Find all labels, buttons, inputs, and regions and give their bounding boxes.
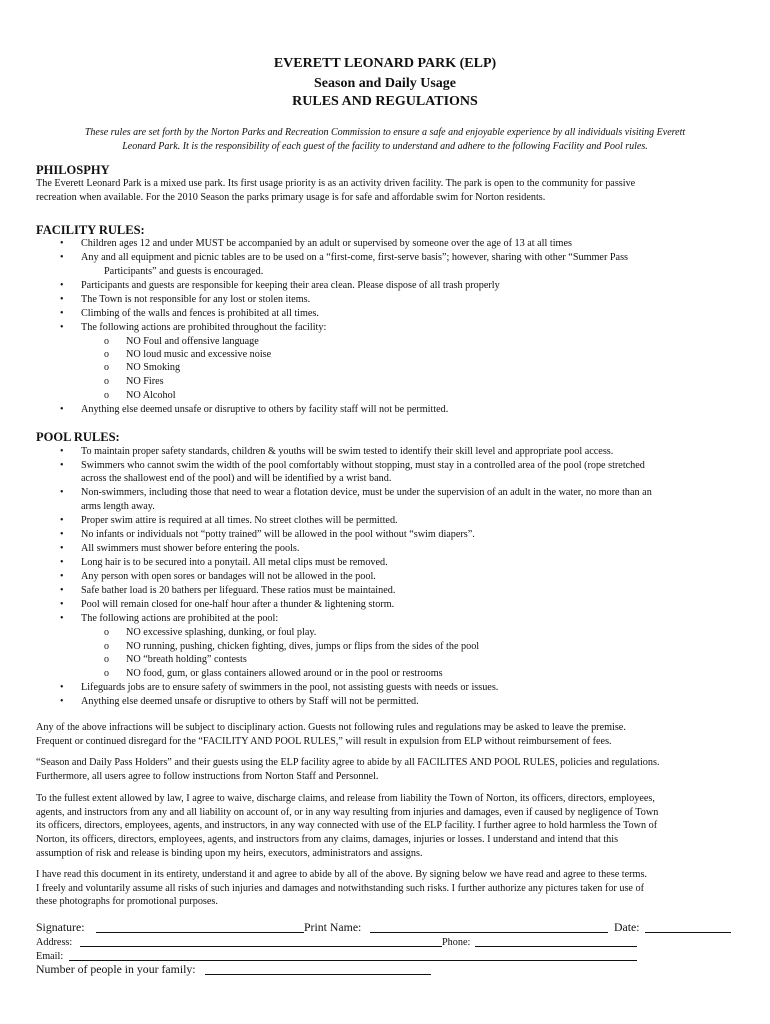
email-field[interactable] (69, 960, 637, 961)
agreement-line-1: I have read this document in its entirety, understand it and agree to abide by all of the above. By signing below we have read and agree to these terms. (36, 869, 647, 880)
bullet-marker: • (60, 280, 64, 291)
infractions-line-2: Frequent or continued disregard for the “FACILITY AND POOL RULES,” will result in expulsion from ELP without reimbursement of fees. (36, 736, 612, 747)
facility-rule-7: Anything else deemed unsafe or disruptive to others by facility staff will not be permitted. (81, 404, 449, 415)
title-rules: RULES AND REGULATIONS (292, 94, 478, 109)
print-name-label: Print Name: (304, 920, 362, 934)
pool-prohibited-1: NO excessive splashing, dunking, or foul play. (126, 627, 317, 638)
bullet-marker: • (60, 543, 64, 554)
address-field[interactable] (80, 946, 442, 947)
facility-prohibited-2: NO loud music and excessive noise (126, 349, 272, 360)
pool-rule-11: The following actions are prohibited at the pool: (81, 613, 279, 624)
signature-field[interactable] (96, 932, 304, 933)
facility-rule-3: Participants and guests are responsible for keeping their area clean. Please dispose of all trash properly (81, 280, 500, 291)
philosophy-line-2: recreation when available. For the 2010 Season the parks primary usage is for safe and affordable swim for Norton residents. (36, 192, 546, 203)
bullet-marker: • (60, 308, 64, 319)
facility-rule-5: Climbing of the walls and fences is prohibited at all times. (81, 308, 319, 319)
bullet-marker: • (60, 252, 64, 263)
waiver-line-3: its officers, directors, employees, agents, and instructors, in any way connected with use of the ELP facility. I further agree to hold harmless the Town of (36, 820, 658, 831)
facility-prohibited-3: NO Smoking (126, 362, 181, 373)
intro-line-1: These rules are set forth by the Norton Parks and Recreation Commission to ensure a safe and enjoyable experience by all individuals visiting Everett (84, 127, 686, 138)
sub-marker: o (104, 654, 109, 665)
pool-rule-1: To maintain proper safety standards, children & youths will be swim tested to identify their skill level and appropriate pool access. (81, 446, 614, 457)
waiver-line-1: To the fullest extent allowed by law, I agree to waive, discharge claims, and release from liability the Town of Norton, its officers, directors, employees, (36, 793, 655, 804)
bullet-marker: • (60, 460, 64, 471)
pool-rule-2-line-2: across the shallowest end of the pool) and will be identified by a wrist band. (81, 473, 392, 484)
bullet-marker: • (60, 557, 64, 568)
sub-marker: o (104, 627, 109, 638)
pool-rules-heading: POOL RULES: (36, 430, 120, 444)
bullet-marker: • (60, 322, 64, 333)
pool-rule-9: Safe bather load is 20 bathers per lifeguard. These ratios must be maintained. (81, 585, 396, 596)
title-park-name: EVERETT LEONARD PARK (ELP) (273, 56, 497, 71)
facility-prohibited-5: NO Alcohol (126, 390, 176, 401)
sub-marker: o (104, 390, 109, 401)
pass-holders-line-1: “Season and Daily Pass Holders” and their guests using the ELP facility agree to abide by all FACILITES AND POOL RULES, policies and regulations. (36, 757, 660, 768)
bullet-marker: • (60, 696, 64, 707)
pool-rule-12: Lifeguards jobs are to ensure safety of swimmers in the pool, not assisting guests with needs or issues. (81, 682, 499, 693)
agreement-line-3: these photographs for promotional purposes. (36, 896, 218, 907)
sub-marker: o (104, 668, 109, 679)
agreement-line-2: I freely and voluntarily assume all risks of such injuries and damages and notwithstanding such risks. I further authorize any pictures taken for use of (36, 883, 644, 894)
facility-rule-2-line-2: Participants” and guests is encouraged. (104, 266, 264, 277)
bullet-marker: • (60, 446, 64, 457)
title-usage: Season and Daily Usage (314, 76, 456, 91)
facility-rule-6: The following actions are prohibited throughout the facility: (81, 322, 327, 333)
facility-prohibited-1: NO Foul and offensive language (126, 336, 259, 347)
bullet-marker: • (60, 404, 64, 415)
pool-rule-13: Anything else deemed unsafe or disruptive to others by Staff will not be permitted. (81, 696, 419, 707)
pool-rule-3-line-2: arms length away. (81, 501, 155, 512)
pool-rule-8: Any person with open sores or bandages will not be allowed in the pool. (81, 571, 376, 582)
pool-rule-3-line-1: Non-swimmers, including those that need to wear a flotation device, must be under the supervision of an adult in the water, no more than an (81, 487, 652, 498)
family-count-label: Number of people in your family: (36, 962, 196, 976)
philosophy-line-1: The Everett Leonard Park is a mixed use park. Its first usage priority is as an activity driven facility. The park is open to the community for passive (36, 178, 636, 189)
waiver-line-4: Norton, its officers, directors, employees, agents, and instructors from any claims, damages, injuries or losses. I understand and intend that this (36, 834, 619, 845)
pool-rule-6: All swimmers must shower before entering the pools. (81, 543, 300, 554)
pool-rule-10: Pool will remain closed for one-half hour after a thunder & lightening storm. (81, 599, 395, 610)
pool-rule-2-line-1: Swimmers who cannot swim the width of the pool comfortably without stopping, must stay in a controlled area of the pool (rope stretched (81, 460, 645, 471)
sub-marker: o (104, 376, 109, 387)
facility-rule-2-line-1: Any and all equipment and picnic tables are to be used on a “first-come, first-serve basis”; however, sharing with other “Summer Pass (81, 252, 629, 263)
philosophy-heading: PHILOSPHY (36, 163, 110, 177)
facility-rule-4: The Town is not responsible for any lost or stolen items. (81, 294, 311, 305)
sub-marker: o (104, 336, 109, 347)
email-label: Email: (36, 951, 64, 962)
sub-marker: o (104, 349, 109, 360)
pool-prohibited-2: NO running, pushing, chicken fighting, dives, jumps or flips from the sides of the pool (126, 641, 480, 652)
bullet-marker: • (60, 585, 64, 596)
infractions-line-1: Any of the above infractions will be subject to disciplinary action. Guests not following rules and regulations may be asked to leave the premise. (36, 722, 626, 733)
intro-line-2: Leonard Park. It is the responsibility of each guest of the facility to understand and adhere to the following Facility and Pool rules. (122, 141, 648, 152)
bullet-marker: • (60, 682, 64, 693)
bullet-marker: • (60, 613, 64, 624)
date-label: Date: (614, 920, 640, 934)
pool-prohibited-3: NO “breath holding” contests (126, 654, 247, 665)
bullet-marker: • (60, 487, 64, 498)
pass-holders-line-2: Furthermore, all users agree to follow instructions from Norton Staff and Personnel. (36, 771, 379, 782)
waiver-line-5: assumption of risk and release is binding upon my heirs, executors, administrators and assigns. (36, 848, 423, 859)
facility-prohibited-4: NO Fires (126, 376, 164, 387)
sub-marker: o (104, 362, 109, 373)
bullet-marker: • (60, 599, 64, 610)
facility-rules-heading: FACILITY RULES: (36, 223, 145, 237)
print-name-field[interactable] (370, 932, 608, 933)
bullet-marker: • (60, 294, 64, 305)
sub-marker: o (104, 641, 109, 652)
pool-prohibited-4: NO food, gum, or glass containers allowed around or in the pool or restrooms (126, 668, 443, 679)
facility-rule-1: Children ages 12 and under MUST be accompanied by an adult or supervised by someone over the age of 13 at all times (81, 238, 572, 249)
bullet-marker: • (60, 529, 64, 540)
family-count-field[interactable] (205, 974, 431, 975)
bullet-marker: • (60, 571, 64, 582)
pool-rule-7: Long hair is to be secured into a ponytail. All metal clips must be removed. (81, 557, 388, 568)
date-field[interactable] (645, 932, 731, 933)
pool-rule-4: Proper swim attire is required at all times. No street clothes will be permitted. (81, 515, 398, 526)
phone-label: Phone: (442, 937, 471, 948)
phone-field[interactable] (475, 946, 637, 947)
signature-label: Signature: (36, 920, 85, 934)
address-label: Address: (36, 937, 73, 948)
waiver-line-2: agents, and instructors from any and all liability on account of, or in any way resulting from injuries and damages, even if caused by negligence of Town (36, 807, 659, 818)
pool-rule-5: No infants or individuals not “potty trained” will be allowed in the pool without “swim diapers”. (81, 529, 475, 540)
bullet-marker: • (60, 238, 64, 249)
bullet-marker: • (60, 515, 64, 526)
